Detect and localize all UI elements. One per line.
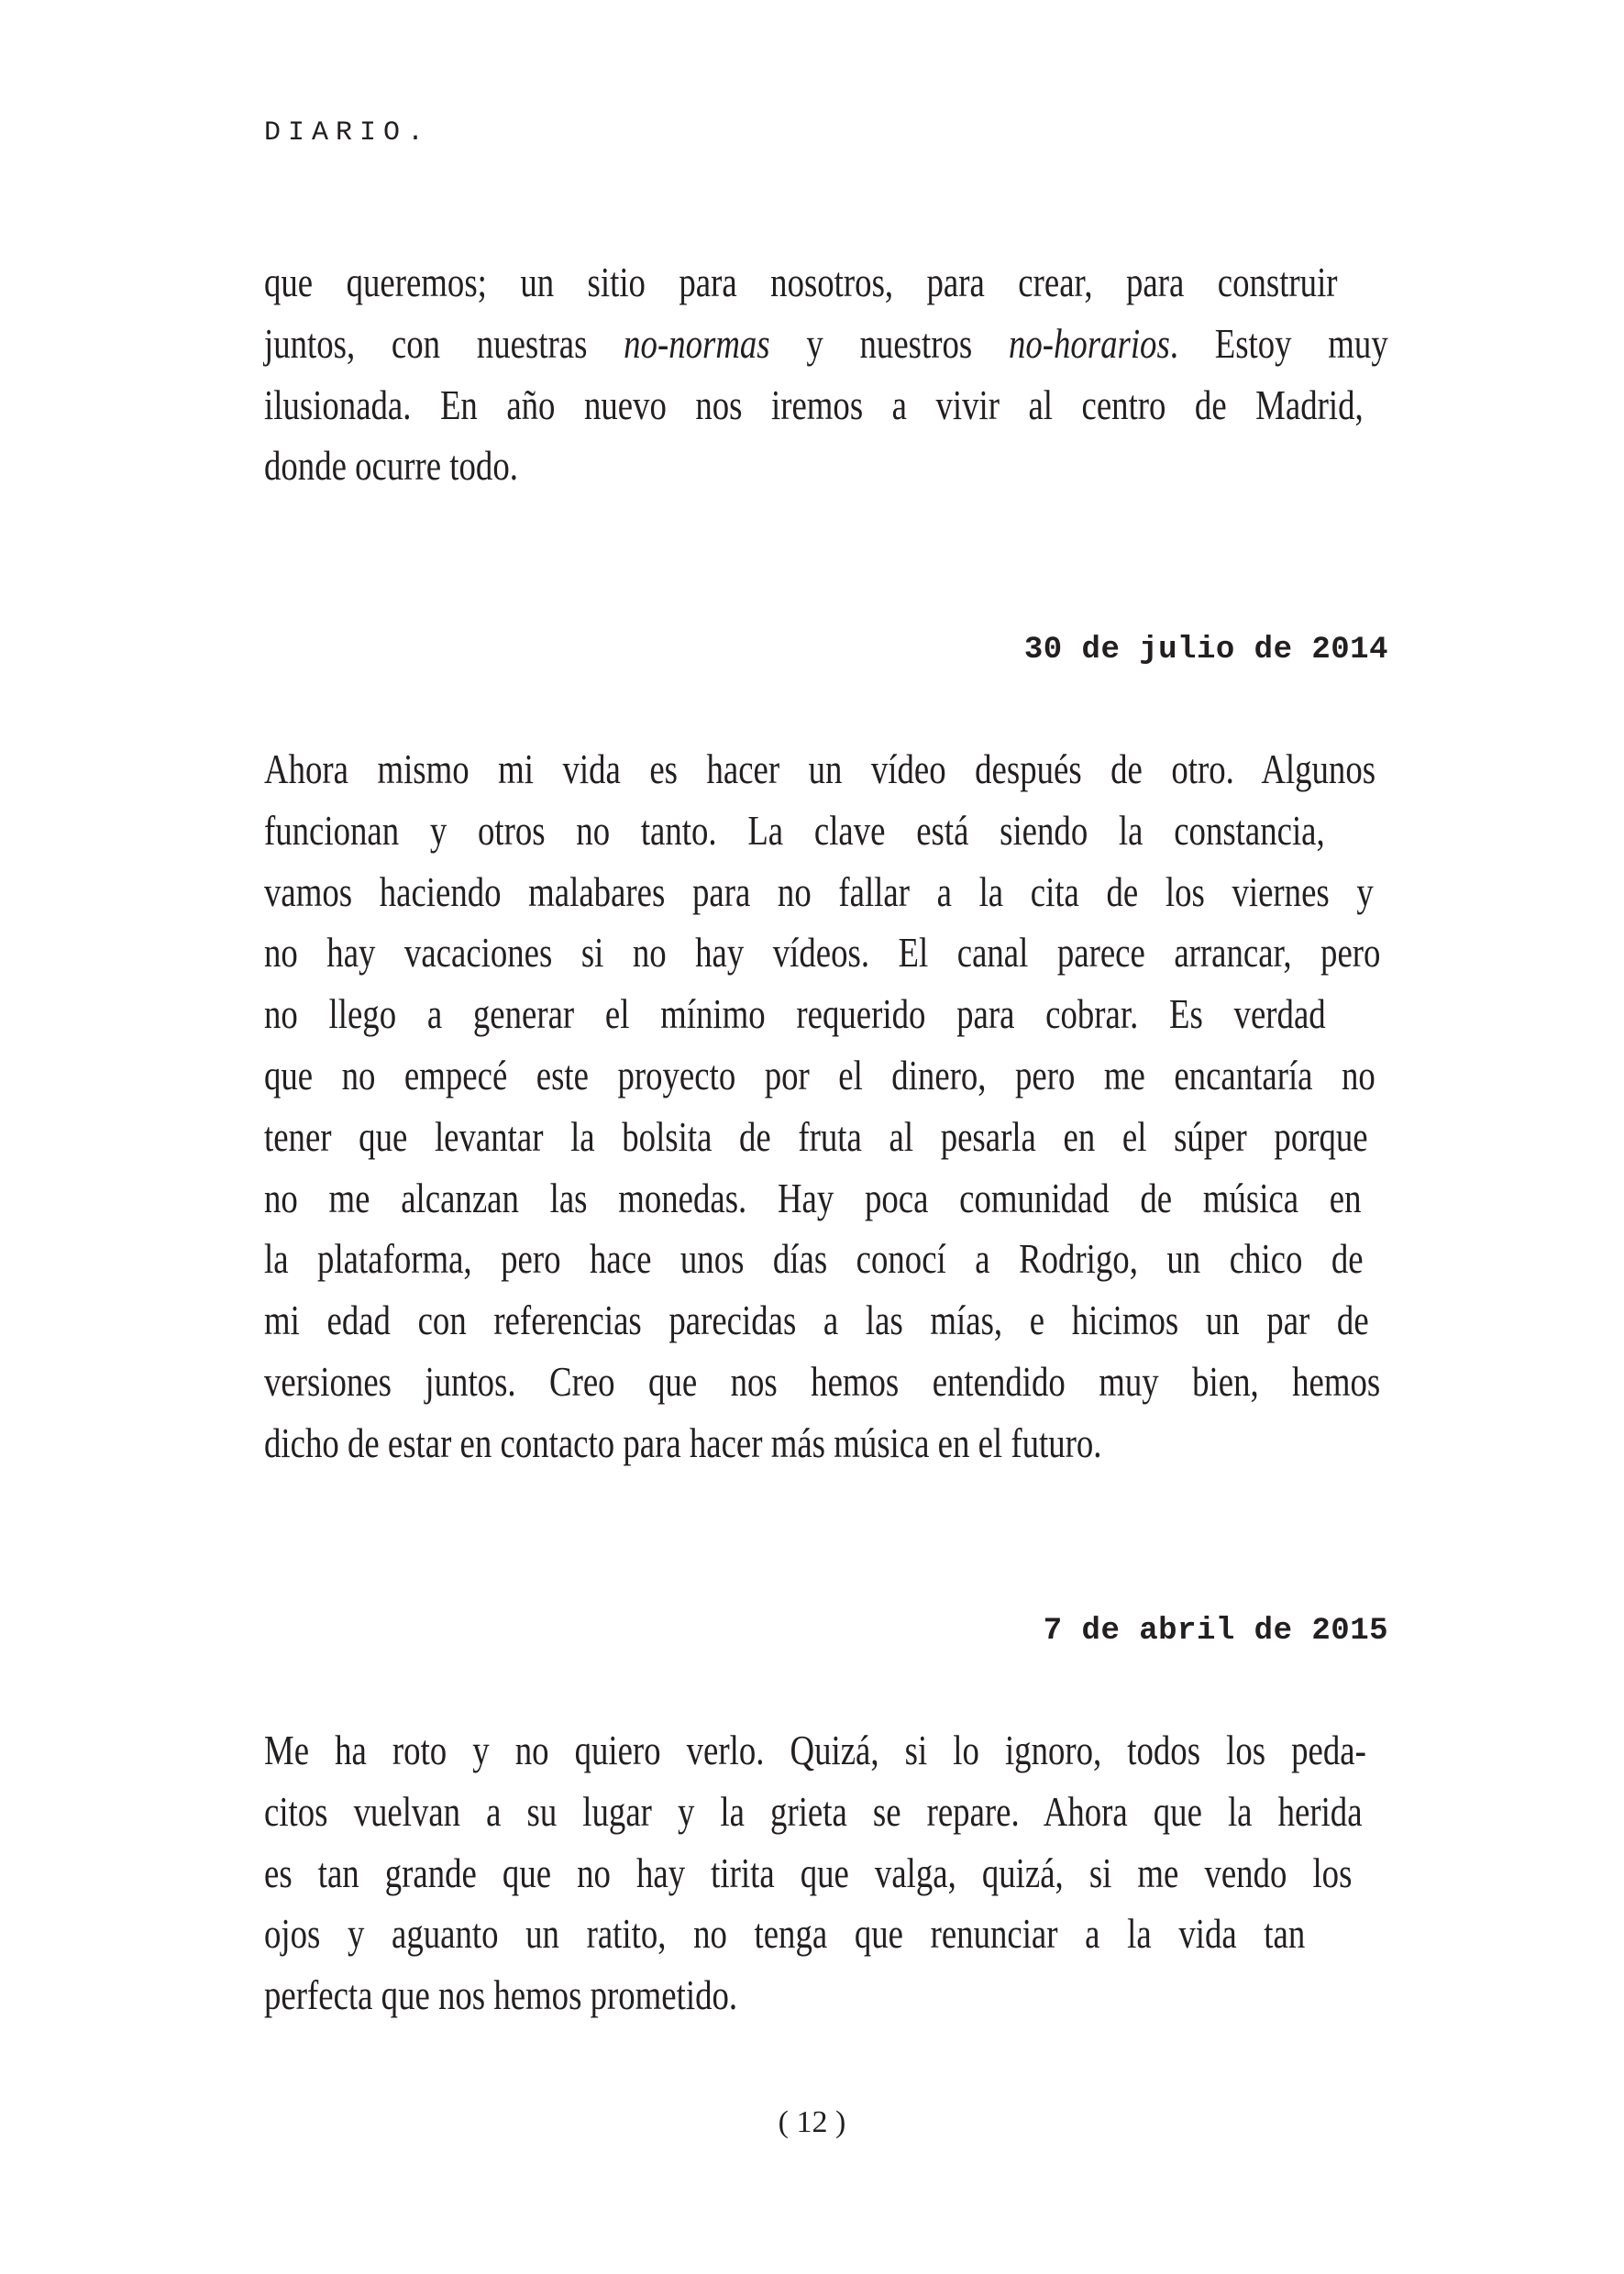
entry-paragraph <box>264 1720 1388 2026</box>
text-line: versiones juntos. Creo que nos hemos entendido muy bien, hemos <box>264 1357 1381 1405</box>
running-header: DIARIO. <box>264 117 432 149</box>
text-line: no me alcanzan las monedas. Hay poca comunidad de música en <box>264 1174 1362 1221</box>
text-line: Me ha roto y no quiero verlo. Quizá, si lo ignoro, todos los peda- <box>264 1727 1366 1773</box>
text-line: Ahora mismo mi vida es hacer un vídeo después de otro. Algunos <box>264 745 1376 792</box>
entry-paragraph <box>264 739 1388 1474</box>
text-line: juntos, con nuestras no-normas y nuestros no-horarios. Estoy muy <box>264 319 1388 367</box>
text-line: vamos haciendo malabares para no fallar a la cita de los viernes y <box>264 867 1374 915</box>
text-line: donde ocurre todo. <box>264 442 518 490</box>
text-line: dicho de estar en contacto para hacer más música en el futuro. <box>264 1418 1102 1466</box>
text-line: no hay vacaciones si no hay vídeos. El canal parece arrancar, pero <box>264 929 1381 977</box>
entry-date: 30 de julio de 2014 <box>1023 633 1388 668</box>
text-line: que queremos; un sitio para nosotros, para crear, para construir <box>264 259 1338 305</box>
text-line: es tan grande que no hay tirita que valga, quizá, si me vendo los <box>264 1849 1353 1896</box>
text-line: perfecta que nos hemos prometido. <box>264 1971 738 2019</box>
entry-paragraph-continuation <box>264 252 1388 497</box>
text-line: no llego a generar el mínimo requerido para cobrar. Es verdad <box>264 990 1326 1038</box>
text-line: mi edad con referencias parecidas a las mías, e hicimos un par de <box>264 1297 1369 1344</box>
text-line: citos vuelvan a su lugar y la grieta se repare. Ahora que la herida <box>264 1787 1363 1835</box>
italic-term: no-horarios <box>1008 319 1170 367</box>
text-line: funcionan y otros no tanto. La clave está siendo la constancia, <box>264 806 1325 854</box>
text-line: tener que levantar la bolsita de fruta al pesarla en el súper porque <box>264 1112 1368 1160</box>
text-line: que no empecé este proyecto por el dinero, pero me encantaría no <box>264 1051 1375 1098</box>
entry-date: 7 de abril de 2015 <box>1043 1614 1388 1649</box>
italic-term: no-normas <box>624 319 770 367</box>
page-number: ( 12 ) <box>778 2105 846 2139</box>
text-line: la plataforma, pero hace unos días conocí a Rodrigo, un chico de <box>264 1235 1364 1283</box>
text-line: ilusionada. En año nuevo nos iremos a vivir al centro de Madrid, <box>264 381 1364 428</box>
text-line: ojos y aguanto un ratito, no tenga que renunciar a la vida tan <box>264 1910 1306 1958</box>
